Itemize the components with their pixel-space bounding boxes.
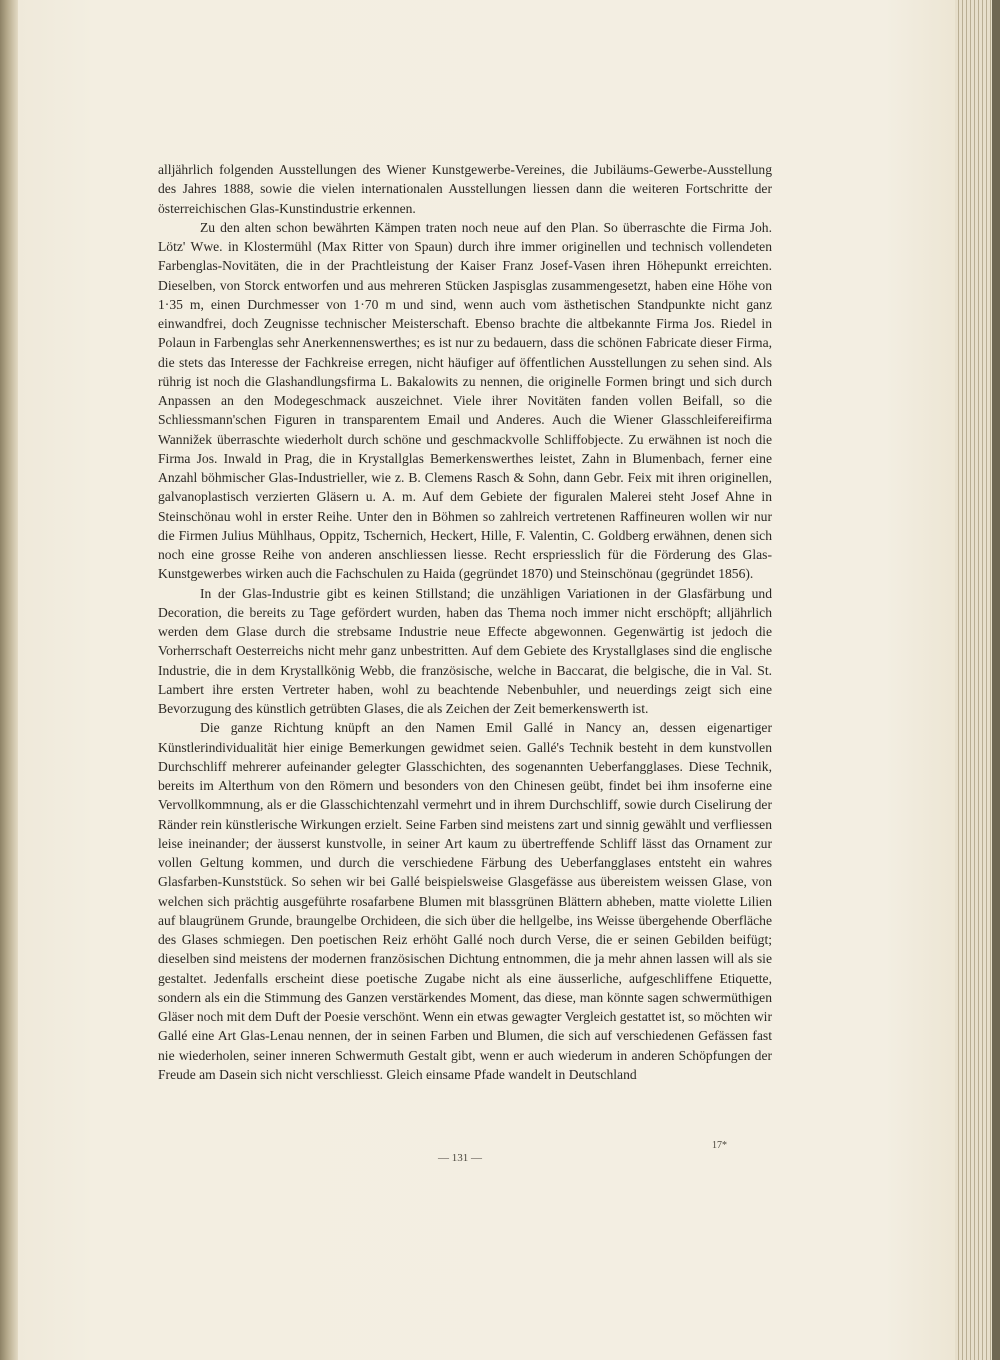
paragraph-3: In der Glas-Industrie gibt es keinen Stillstand; die unzähligen Variationen in der Glasfärbung und Decoration, die bereits zu Tage gefördert wurden, haben das Thema noch immer nicht erschöpft; alljährlich werden dem Glase durch die strebsame Industrie neue Effecte abgewonnen. Gegenwärtig ist jedoch die Vorherrschaft Oesterreichs nicht mehr ganz unbestritten. Auf dem Gebiete des Krystallglases sind die englische Industrie, die in dem Krystallkönig Webb, die französische, welche in Baccarat, die belgische, die in Val. St. Lambert ihre ersten Vertreter haben, wohl zu beachtende Nebenbuhler, und neuerdings zeigt sich eine Bevorzugung des künstlich getrübten Glases, die als Zeichen der Zeit bemerkenswerth ist. [158, 585, 772, 716]
body-text [158, 160, 772, 1084]
book-cover-edge [992, 0, 1000, 1360]
book-binding-edge [0, 0, 18, 1360]
page-number: — 131 — [438, 1152, 482, 1164]
paragraph-2: Zu den alten schon bewährten Kämpen traten noch neue auf den Plan. So überraschte die Firma Joh. Lötz' Wwe. in Klostermühl (Max Ritter von Spaun) durch ihre immer originellen und technisch vollendeten Farbenglas-Novitäten, die in der Prachtleistung der Kaiser Franz Josef-Vasen ihren Höhepunkt erreichten. Dieselben, von Storck entworfen und aus mehreren Stücken Jaspisglas zusammengesetzt, haben eine Höhe von 1·35 m, einen Durchmesser von 1·70 m und sind, wenn auch vom ästhetischen Standpunkte nicht ganz einwandfrei, doch Zeugnisse technischer Meisterschaft. Ebenso brachte die altbekannte Firma Jos. Riedel in Polaun in Farbenglas sehr Anerkennenswerthes; es ist nur zu bedauern, dass die schönen Fabricate dieser Firma, die stets das Interesse der Fachkreise erregen, nicht häufiger auf öffentlichen Ausstellungen zu sehen sind. Als rührig ist noch die Glashandlungsfirma L. Bakalowits zu nennen, die originelle Formen bringt und sich durch Anpassen an den Modegeschmack auszeichnet. Viele ihrer Novitäten fanden vollen Beifall, so die Schliessmann'schen Figuren in transparentem Email und Anderes. Auch die Wiener Glasschleifereifirma Wannižek überraschte wiederholt durch schöne und geschmackvolle Schliffobjecte. Zu erwähnen ist noch die Firma Jos. Inwald in Prag, die in Krystallglas Bemerkenswerthes leistet, Zahn in Blumenbach, ferner eine Anzahl böhmischer Glas-Industrieller, wie z. B. Clemens Rasch & Sohn, dann Gebr. Feix mit ihren originellen, galvanoplastisch verzierten Gläsern u. A. m. Auf dem Gebiete der figuralen Malerei steht Josef Ahne in Steinschönau wohl in erster Reihe. Unter den in Böhmen so zahlreich vertretenen Raffineuren wollen wir nur die Firmen Julius Mühlhaus, Oppitz, Tschernich, Heckert, Hille, F. Valentin, C. Goldberg erwähnen, denen sich noch eine grosse Reihe von anderen anschliessen liesse. Recht erspriesslich für die Förderung des Glas-Kunstgewerbes wirken auch die Fachschulen zu Haida (gegründet 1870) und Steinschönau (gegründet 1856). [158, 219, 772, 582]
paragraph-4: Die ganze Richtung knüpft an den Namen Emil Gallé in Nancy an, dessen eigenartiger Künstlerindividualität hier einige Bemerkungen gewidmet seien. Gallé's Technik besteht in dem kunstvollen Durchschliff mehrerer aufeinander gelegter Glasschichten, des sogenannten Ueberfangglases. Diese Technik, bereits im Alterthum von den Römern und besonders von den Chinesen geübt, findet bei ihm insoferne eine Vervollkommnung, als er die Glasschichtenzahl vermehrt und in ihrem Durchschliff, sowie durch Ciselirung der Ränder rein künstlerische Wirkungen erzielt. Seine Farben sind meistens zart und sinnig gewählt und verfliessen leise ineinander; der äusserst kunstvolle, in seiner Art kaum zu übertreffende Schliff lässt das Ornament zur vollen Geltung kommen, und durch die verschiedene Färbung des Ueberfangglases entsteht ein wahres Glasfarben-Kunststück. So sehen wir bei Gallé beispielsweise Glasgefässe aus übereistem weissen Glase, von welchen sich prächtig ausgeführte rosafarbene Blumen mit blassgrünen Blättern abheben, matte violette Lilien auf blaugrünem Grunde, braungelbe Orchideen, die sich über die hellgelbe, ins Weisse übergehende Oberfläche des Glases schmiegen. Den poetischen Reiz erhöht Gallé noch durch Verse, die er seinen Gebilden beifügt; dieselben sind meistens der modernen französischen Dichtung entnommen, die ja mehr ahnen lassen will als sie gestaltet. Jedenfalls erscheint diese poetische Zugabe nicht als eine äusserliche, aufgeschliffene Etiquette, sondern als ein die Stimmung des Ganzen verstärkendes Moment, das diese, man könnte sagen schwermüthigen Gläser noch mit dem Duft der Poesie verschönt. Wenn ein etwas gewagter Vergleich gestattet ist, so möchten wir Gallé eine Art Glas-Lenau nennen, der in seinen Farben und Blumen, die sich auf verschiedenen Gefässen fast nie wiederholen, seiner inneren Schwermuth Gestalt gibt, wenn er auch wiederum in anderen Schöpfungen der Freude am Dasein sich nicht verschliesst. Gleich einsame Pfade wandelt in Deutschland [158, 720, 772, 1082]
paragraph-1: alljährlich folgenden Ausstellungen des Wiener Kunstgewerbe-Vereines, die Jubiläums-Gewerbe-Ausstellung des Jahres 1888, sowie die vielen internationalen Ausstellungen liessen dann die weiteren Fortschritte der österreichischen Glas-Kunstindustrie erkennen. [158, 162, 772, 216]
signature-mark: 17* [712, 1140, 727, 1151]
